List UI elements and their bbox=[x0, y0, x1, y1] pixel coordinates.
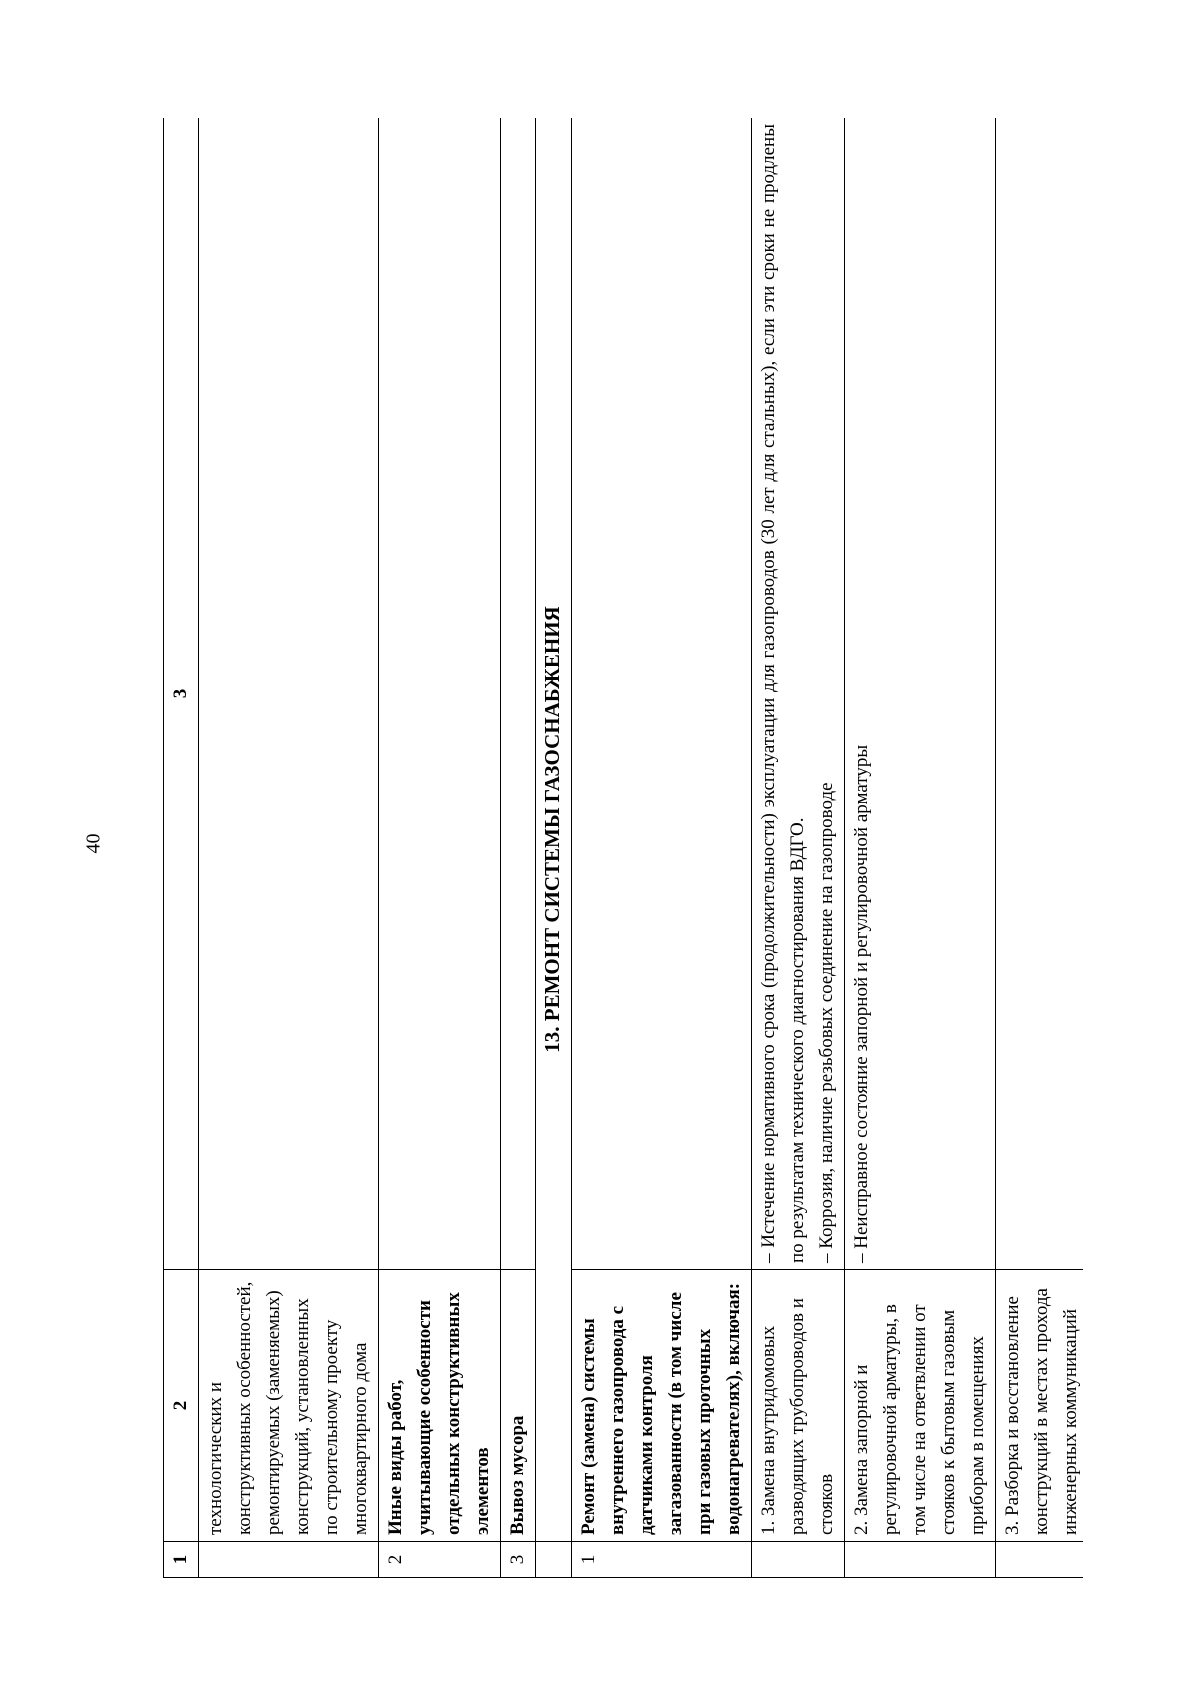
table-row bbox=[199, 118, 379, 1578]
section-row bbox=[536, 118, 572, 1578]
description-cell bbox=[199, 118, 379, 1270]
row-number: 2 bbox=[379, 1542, 501, 1578]
table-row bbox=[379, 118, 501, 1578]
section-title: 13. РЕМОНТ СИСТЕМЫ ГАЗОСНАБЖЕНИЯ bbox=[536, 118, 572, 1542]
table-row bbox=[572, 118, 752, 1578]
work-cell: Ремонт (замена) системы внутреннего газопровода с датчиками контроля загазованности (в том числе при газовых проточных водонагревателях), включая: bbox=[572, 1270, 752, 1542]
description-cell bbox=[996, 118, 1084, 1270]
row-number: 1 bbox=[572, 1542, 752, 1578]
work-cell: Вывоз мусора bbox=[501, 1270, 536, 1542]
row-number bbox=[199, 1542, 379, 1578]
row-number bbox=[845, 1542, 996, 1578]
row-number bbox=[996, 1542, 1084, 1578]
description-cell bbox=[845, 118, 996, 1270]
description-cell bbox=[379, 118, 501, 1270]
page-number: 40 bbox=[82, 833, 105, 854]
table-row bbox=[996, 118, 1084, 1578]
work-cell: 2. Замена запорной и регулировочной арматуры, в том числе на ответвлении от стояков к бытовым газовым приборам в помещениях bbox=[845, 1270, 996, 1542]
description-line: – Истечение нормативного срока (продолжительности) эксплуатации для газопроводов (30 лет для стальных), если эти сроки не продлены по результатам технического диагностирования ВДГО. bbox=[758, 124, 808, 1263]
table-viewport bbox=[163, 118, 1083, 1578]
section-spacer-cell bbox=[536, 1542, 572, 1578]
header-col-3: 3 bbox=[164, 118, 199, 1270]
header-col-1: 1 bbox=[164, 1542, 199, 1578]
row-number bbox=[752, 1542, 845, 1578]
work-cell: Иные виды работ, учитывающие особенности отдельных конструктивных элементов bbox=[379, 1270, 501, 1542]
table-row bbox=[752, 118, 845, 1578]
row-number: 3 bbox=[501, 1542, 536, 1578]
work-cell: технологических и конструктивных особенностей, ремонтируемых (заменяемых) конструкций, установленных по строительному проекту многоквартирного дома bbox=[199, 1270, 379, 1542]
header-col-2: 2 bbox=[164, 1270, 199, 1542]
description-cell bbox=[752, 118, 845, 1270]
work-cell: 3. Разборка и восстановление конструкций в местах прохода инженерных коммуникаций bbox=[996, 1270, 1084, 1542]
works-table bbox=[163, 118, 1083, 1578]
table-row bbox=[501, 118, 536, 1578]
work-cell: 1. Замена внутридомовых разводящих трубопроводов и стояков bbox=[752, 1270, 845, 1542]
rotated-table-container bbox=[163, 118, 1083, 1578]
description-cell bbox=[501, 118, 536, 1270]
table-header-row bbox=[164, 118, 199, 1578]
description-line: – Коррозия, наличие резьбовых соединение на газопроводе bbox=[816, 782, 837, 1263]
description-cell bbox=[572, 118, 752, 1270]
description-line: – Неисправное состояние запорной и регулировочной арматуры bbox=[851, 744, 872, 1263]
table-row bbox=[845, 118, 996, 1578]
